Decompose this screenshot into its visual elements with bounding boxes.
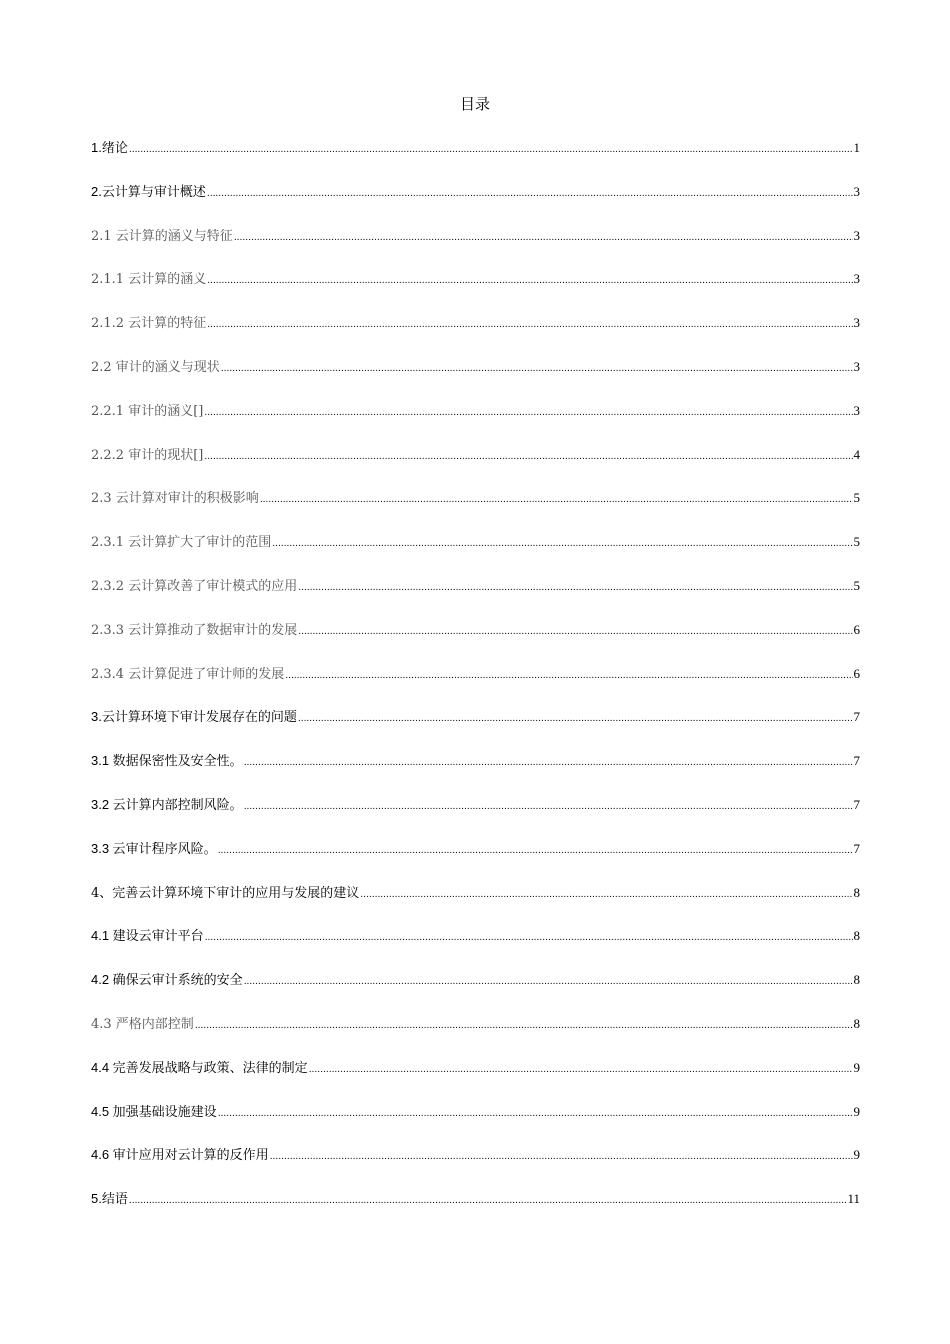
toc-entry-label: 2.2 审计的涵义与现状 — [91, 359, 220, 375]
toc-entry-label: 4.3 严格内部控制 — [91, 1016, 194, 1032]
toc-entry-label: 3.3 云审计程序风险。 — [91, 840, 217, 856]
toc-entry-page: 3 — [853, 227, 860, 243]
toc-entry[interactable] — [91, 1014, 860, 1058]
toc-entry-page: 9 — [853, 1147, 860, 1163]
toc-dot-leader — [204, 403, 852, 423]
toc-entry-page: 8 — [853, 972, 860, 988]
toc-entry-page: 8 — [853, 884, 860, 900]
toc-entry-label: 3.1 数据保密性及安全性。 — [91, 753, 243, 769]
toc-entry-label: 2.1.1 云计算的涵义 — [91, 272, 207, 288]
toc-title: 目录 — [459, 95, 490, 113]
toc-entry[interactable] — [91, 313, 860, 357]
toc-dot-leader — [298, 709, 853, 729]
toc-entry-label: 2.2.2 审计的现状[] — [91, 447, 204, 463]
toc-entry-page: 9 — [853, 1059, 860, 1075]
toc-dot-leader — [298, 578, 852, 598]
toc-entry-label: 2.2.1 审计的涵义[] — [91, 403, 204, 419]
toc-entry-label: 4.2 确保云审计系统的安全 — [91, 972, 243, 988]
toc-entry[interactable] — [91, 138, 860, 182]
toc-entry[interactable] — [91, 445, 860, 489]
toc-entry[interactable] — [91, 1058, 860, 1102]
toc-entry[interactable] — [91, 839, 860, 883]
toc-dot-leader — [298, 622, 852, 642]
toc-entry-label: 4、完善云计算环境下审计的应用与发展的建议 — [91, 885, 360, 901]
toc-dot-leader — [309, 1060, 853, 1080]
toc-dot-leader — [260, 490, 853, 510]
toc-entry-label: 1.绪论 — [91, 140, 128, 155]
toc-entry[interactable] — [91, 576, 860, 620]
toc-entry[interactable] — [91, 1102, 860, 1146]
toc-entry-page: 3 — [853, 402, 860, 418]
toc-dot-leader — [204, 447, 852, 467]
toc-entry-label: 2.1 云计算的涵义与特征 — [91, 228, 233, 244]
toc-dot-leader — [285, 666, 852, 686]
toc-entry-label: 2.云计算与审计概述 — [91, 183, 206, 199]
toc-entry-page: 5 — [853, 534, 860, 550]
toc-entry-label: 2.3.2 云计算改善了审计模式的应用 — [91, 578, 298, 594]
toc-entry-label: 2.3 云计算对审计的积极影响 — [91, 491, 259, 507]
toc-entry-page: 4 — [853, 446, 860, 462]
toc-entry-page: 6 — [853, 621, 860, 637]
toc-entry[interactable] — [91, 182, 860, 226]
toc-entry[interactable] — [91, 751, 860, 795]
toc-entry[interactable] — [91, 970, 860, 1014]
toc-entry[interactable] — [91, 795, 860, 839]
toc-dot-leader — [207, 315, 852, 335]
toc-dot-leader — [270, 1147, 853, 1167]
toc-entry-page: 8 — [853, 1015, 860, 1031]
toc-entry-page: 7 — [853, 796, 860, 812]
toc-entry[interactable] — [91, 664, 860, 708]
toc-entry-page: 9 — [853, 1103, 860, 1119]
toc-entry-label: 3.2 云计算内部控制风险。 — [91, 796, 243, 812]
toc-entry-label: 4.1 建设云审计平台 — [91, 928, 204, 944]
toc-dot-leader — [360, 885, 852, 905]
toc-dot-leader — [234, 228, 853, 248]
toc-entry[interactable] — [91, 226, 860, 270]
toc-entry-page: 5 — [853, 490, 860, 506]
toc-entry-page: 11 — [847, 1191, 860, 1207]
table-of-contents — [91, 138, 860, 1233]
toc-dot-leader — [129, 1191, 847, 1211]
toc-dot-leader — [207, 271, 852, 291]
toc-dot-leader — [218, 841, 853, 861]
toc-entry-label: 3.云计算环境下审计发展存在的问题 — [91, 709, 297, 725]
toc-entry[interactable] — [91, 532, 860, 576]
toc-entry[interactable] — [91, 1189, 860, 1233]
toc-entry-page: 5 — [853, 577, 860, 593]
toc-entry[interactable] — [91, 707, 860, 751]
toc-dot-leader — [129, 140, 853, 160]
toc-dot-leader — [207, 184, 853, 204]
toc-entry-page: 7 — [853, 753, 860, 769]
toc-entry-page: 3 — [853, 271, 860, 287]
toc-entry-label: 2.3.3 云计算推动了数据审计的发展 — [91, 622, 298, 638]
toc-entry[interactable] — [91, 357, 860, 401]
toc-dot-leader — [218, 1104, 853, 1124]
toc-entry[interactable] — [91, 401, 860, 445]
toc-entry-label: 2.3.1 云计算扩大了审计的范围 — [91, 535, 272, 551]
toc-entry-page: 3 — [853, 315, 860, 331]
toc-entry-label: 4.4 完善发展战略与政策、法律的制定 — [91, 1059, 308, 1075]
toc-dot-leader — [244, 797, 853, 817]
toc-entry-label: 2.1.2 云计算的特征 — [91, 316, 207, 332]
toc-entry-label: 4.5 加强基础设施建设 — [91, 1103, 217, 1119]
toc-dot-leader — [195, 1016, 853, 1036]
toc-entry-label: 4.6 审计应用对云计算的反作用 — [91, 1147, 269, 1163]
toc-entry[interactable] — [91, 883, 860, 927]
toc-entry[interactable] — [91, 269, 860, 313]
toc-entry-page: 1 — [853, 140, 860, 155]
toc-dot-leader — [244, 972, 853, 992]
toc-dot-leader — [244, 753, 853, 773]
toc-entry[interactable] — [91, 488, 860, 532]
toc-entry-page: 3 — [853, 358, 860, 374]
toc-entry-page: 3 — [853, 183, 860, 199]
toc-entry-page: 8 — [853, 928, 860, 944]
toc-entry-page: 6 — [853, 665, 860, 681]
toc-entry[interactable] — [91, 620, 860, 664]
toc-dot-leader — [221, 359, 853, 379]
toc-entry[interactable] — [91, 1145, 860, 1189]
toc-entry[interactable] — [91, 926, 860, 970]
toc-entry-label: 2.3.4 云计算促进了审计师的发展 — [91, 666, 285, 682]
toc-entry-label: 5.结语 — [91, 1191, 128, 1207]
toc-dot-leader — [205, 928, 853, 948]
toc-entry-page: 7 — [853, 709, 860, 725]
toc-dot-leader — [272, 534, 852, 554]
toc-entry-page: 7 — [853, 840, 860, 856]
